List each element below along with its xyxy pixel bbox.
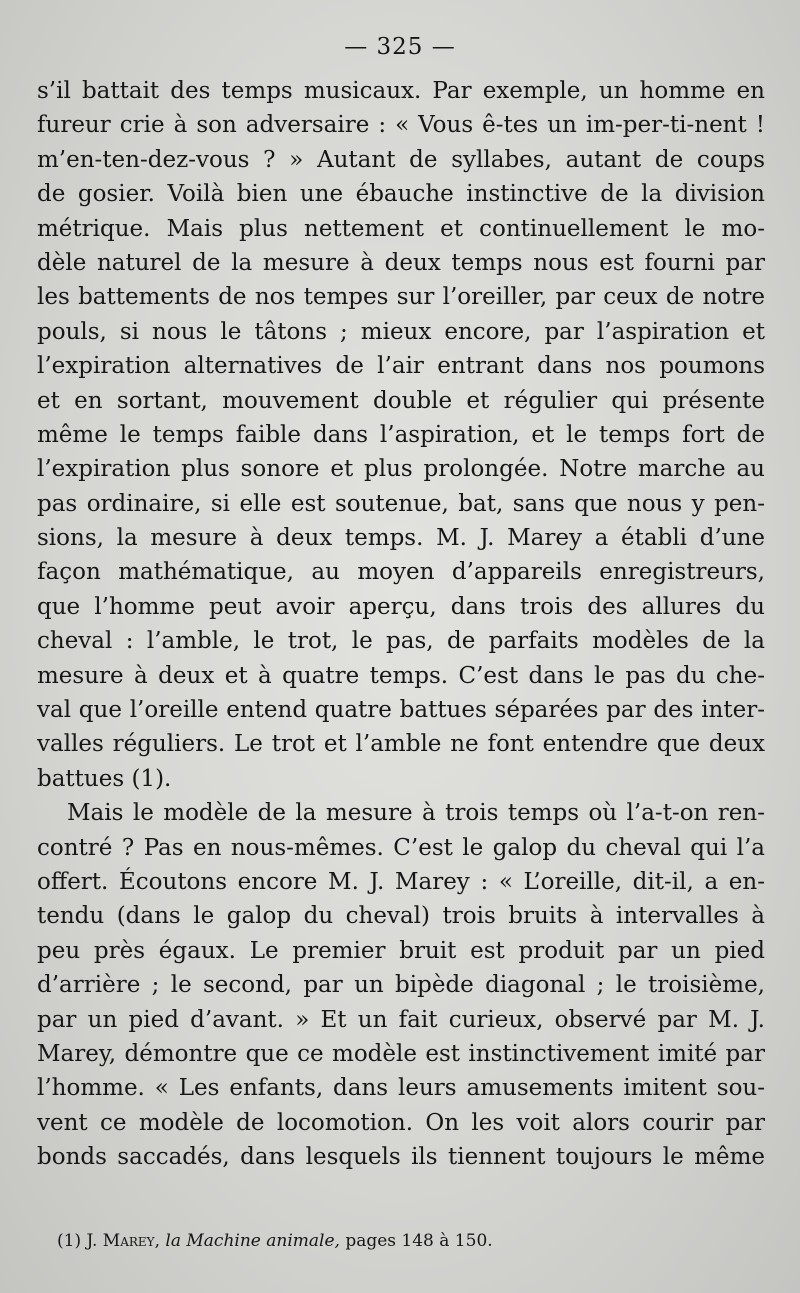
text-line: valles réguliers. Le trot et l’amble ne font entendre que deux bbox=[37, 731, 765, 758]
text-line: les battements de nos tempes sur l’oreiller, par ceux de notre bbox=[37, 284, 765, 311]
footnote-marker: (1) J. bbox=[57, 1231, 98, 1251]
page-number: — 325 — bbox=[344, 34, 456, 60]
text-line: et en sortant, mouvement double et régulier qui présente bbox=[37, 387, 765, 414]
text-line: pouls, si nous le tâtons ; mieux encore, par l’aspiration et bbox=[37, 318, 765, 345]
text-line: mesure à deux et à quatre temps. C’est dans le pas du che- bbox=[37, 662, 765, 689]
text-line: par un pied d’avant. » Et un fait curieux, observé par M. J. bbox=[37, 1006, 765, 1033]
text-line: s’il battait des temps musicaux. Par exemple, un homme en bbox=[37, 78, 765, 104]
text-line: pas ordinaire, si elle est soutenue, bat, sans que nous y pen- bbox=[37, 490, 765, 517]
text-line: vent ce modèle de locomotion. On les voit alors courir par bbox=[37, 1109, 765, 1136]
text-line: l’homme. « Les enfants, dans leurs amusements imitent sou- bbox=[37, 1075, 765, 1102]
text-line: métrique. Mais plus nettement et continuellement le mo- bbox=[37, 215, 765, 242]
text-line: battues (1). bbox=[37, 765, 172, 792]
text-line: que l’homme peut avoir aperçu, dans trois des allures du bbox=[37, 593, 765, 620]
text-line: même le temps faible dans l’aspiration, et le temps fort de bbox=[37, 421, 765, 448]
text-line: peu près égaux. Le premier bruit est produit par un pied bbox=[37, 937, 765, 964]
footnote-author: Marey, bbox=[102, 1231, 160, 1251]
text-line: Mais le modèle de la mesure à trois temps où l’a-t-on ren- bbox=[67, 800, 765, 827]
text-line: contré ? Pas en nous-mêmes. C’est le galop du cheval qui l’a bbox=[37, 834, 765, 861]
text-line: m’en-ten-dez-vous ? » Autant de syllabes, autant de coups bbox=[37, 146, 765, 173]
footnote-pages: pages 148 à 150. bbox=[345, 1231, 493, 1251]
text-line: bonds saccadés, dans lesquels ils tiennent toujours le même bbox=[37, 1144, 765, 1171]
text-line: val que l’oreille entend quatre battues séparées par des inter- bbox=[37, 697, 765, 724]
text-line: d’arrière ; le second, par un bipède diagonal ; le troisième, bbox=[37, 972, 765, 999]
body-text bbox=[37, 74, 765, 1175]
text-line: offert. Écoutons encore M. J. Marey : « L’oreille, dit-il, a en- bbox=[37, 868, 765, 895]
text-line: façon mathématique, au moyen d’appareils enregistreurs, bbox=[37, 559, 765, 586]
text-line: Marey, démontre que ce modèle est instinctivement imité par bbox=[37, 1040, 765, 1067]
footnote bbox=[57, 1231, 493, 1251]
text-line: dèle naturel de la mesure à deux temps nous est fourni par bbox=[37, 249, 765, 276]
text-line: de gosier. Voilà bien une ébauche instinctive de la division bbox=[37, 181, 765, 208]
footnote-title: la Machine animale, bbox=[165, 1231, 340, 1251]
text-line: l’expiration alternatives de l’air entrant dans nos poumons bbox=[37, 353, 765, 380]
text-line: cheval : l’amble, le trot, le pas, de parfaits modèles de la bbox=[37, 628, 765, 655]
text-line: sions, la mesure à deux temps. M. J. Marey a établi d’une bbox=[37, 525, 765, 552]
text-line: fureur crie à son adversaire : « Vous ê-tes un im-per-ti-nent ! bbox=[37, 112, 765, 139]
text-line: l’expiration plus sonore et plus prolongée. Notre marche au bbox=[37, 456, 765, 483]
text-line: tendu (dans le galop du cheval) trois bruits à intervalles à bbox=[37, 903, 765, 930]
